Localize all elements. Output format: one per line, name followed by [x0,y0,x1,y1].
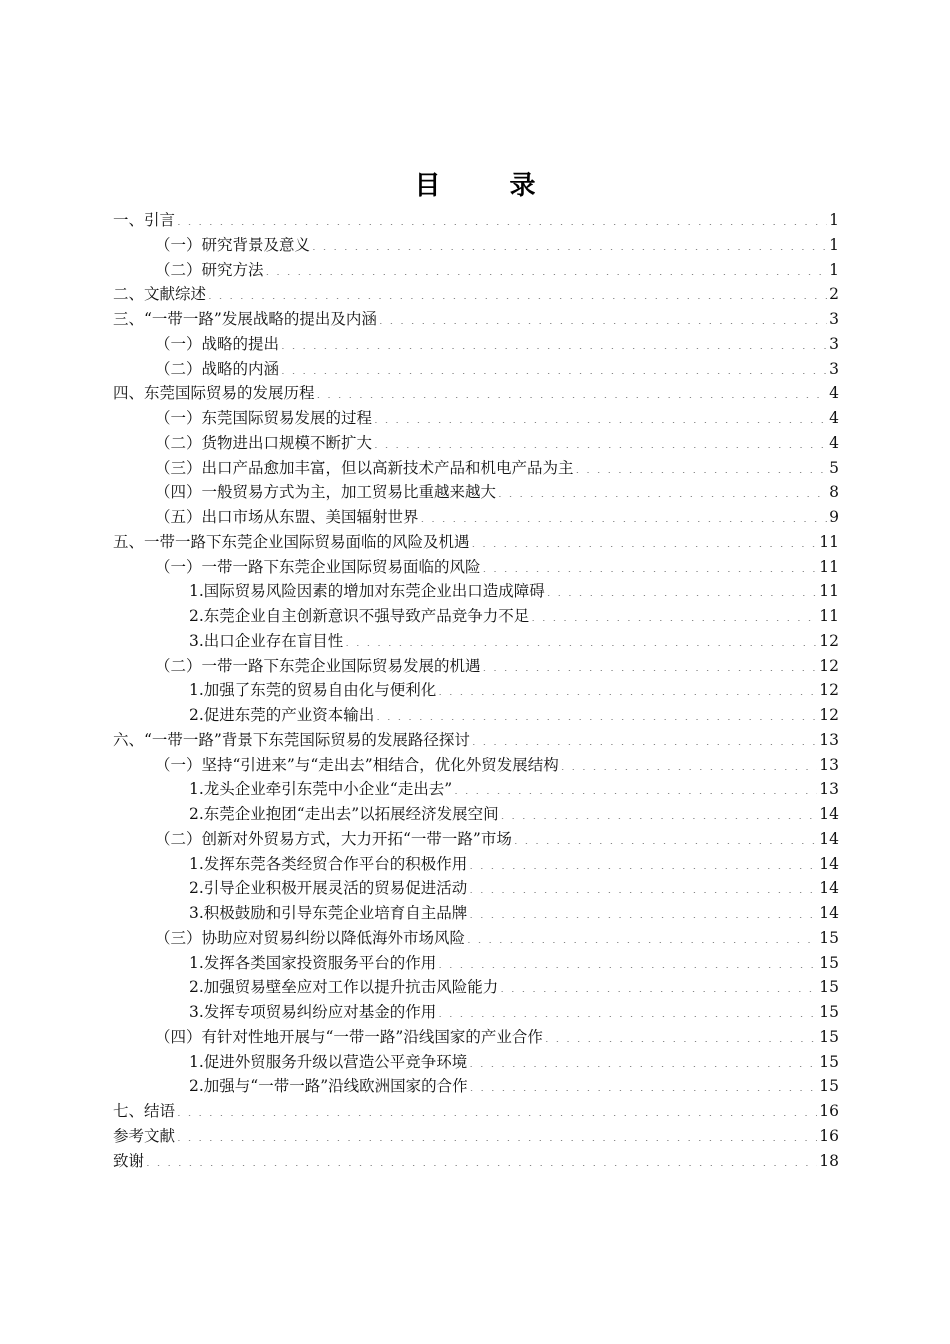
toc-entry-page-number: 16 [819,1126,839,1145]
toc-entry-title: 二、文献综述 [113,285,207,304]
toc-leader-dots [312,238,827,250]
toc-entry[interactable] [113,827,839,852]
toc-entry-title: 1.促进外贸服务升级以营造公平竞争环境 [189,1052,468,1071]
toc-leader-dots [266,263,828,275]
toc-leader-dots [317,386,828,398]
toc-entry-page-number: 13 [819,730,839,749]
toc-entry-page-number: 16 [819,1102,839,1120]
toc-leader-dots [421,510,828,522]
toc-entry[interactable] [113,1074,839,1099]
toc-entry-title: （一）一带一路下东莞企业国际贸易面临的风险 [155,557,481,576]
toc-entry-title: 1.国际贸易风险因素的增加对东莞企业出口造成障碍 [189,582,545,601]
toc-leader-dots [469,881,817,893]
toc-entry-page-number: 4 [829,433,839,452]
toc-entry[interactable] [113,431,839,456]
toc-leader-dots [576,461,828,473]
toc-entry[interactable] [113,1000,839,1025]
toc-entry-title: 一、引言 [113,211,176,229]
toc-entry[interactable] [113,753,839,778]
toc-entry-title: 七、结语 [113,1102,176,1120]
toc-entry[interactable] [113,802,839,827]
toc-leader-dots [472,733,817,745]
toc-entry-page-number: 15 [819,953,839,972]
toc-entry-page-number: 1 [829,211,839,229]
toc-entry[interactable] [113,975,839,1000]
toc-entry[interactable] [113,1050,839,1075]
toc-entry-title: 2.东莞企业自主创新意识不强导致产品竞争力不足 [189,607,530,625]
toc-entry-page-number: 18 [819,1151,839,1170]
toc-entry-title: 致谢 [113,1151,145,1170]
toc-leader-dots [469,857,817,869]
toc-leader-dots [177,1104,817,1116]
toc-entry-page-number: 12 [819,656,839,675]
toc-entry[interactable] [113,357,839,382]
toc-leader-dots [376,708,817,720]
toc-entry-title: 2.加强贸易壁垒应对工作以提升抗击风险能力 [189,978,499,997]
toc-entry-page-number: 14 [819,829,839,848]
toc-leader-dots [438,1005,817,1017]
toc-entry-title: （一）研究背景及意义 [155,235,311,254]
toc-entry[interactable] [113,307,839,332]
toc-leader-dots [547,584,817,596]
toc-entry-title: 2.加强与“一带一路”沿线欧洲国家的合作 [189,1077,468,1096]
toc-entry-title: 四、东莞国际贸易的发展历程 [113,384,315,403]
toc-entry-title: 五、一带一路下东莞企业国际贸易面临的风险及机遇 [113,532,470,551]
toc-leader-dots [374,436,827,448]
toc-entry-title: 2.引导企业积极开展灵活的贸易促进活动 [189,879,468,898]
toc-entry-page-number: 14 [819,854,839,873]
toc-entry-title: （四）一般贸易方式为主，加工贸易比重越来越大 [155,483,497,502]
toc-leader-dots [454,782,817,794]
toc-entry[interactable] [113,282,839,307]
toc-entry[interactable] [113,1099,839,1124]
toc-leader-dots [146,1154,817,1166]
toc-entry-title: （二）战略的内涵 [155,359,280,378]
toc-leader-dots [379,312,827,324]
toc-leader-dots [467,931,817,943]
toc-leader-dots [561,758,818,770]
toc-entry-title: 2.东莞企业抱团“走出去”以拓展经济发展空间 [189,805,499,823]
toc-entry[interactable] [113,678,839,703]
toc-entry[interactable] [113,480,839,505]
toc-entry[interactable] [113,728,839,753]
toc-entry-page-number: 9 [829,508,839,526]
toc-entry-title: （五）出口市场从东盟、美国辐射世界 [155,508,419,526]
toc-leader-dots [374,411,827,423]
toc-entry[interactable] [113,530,839,555]
toc-entry-page-number: 1 [829,260,839,279]
toc-leader-dots [483,659,818,671]
toc-entry-page-number: 15 [819,978,839,997]
toc-entry[interactable] [113,852,839,877]
toc-leader-dots [501,807,818,819]
toc-entry-page-number: 11 [819,582,839,601]
toc-entry-title: （二）研究方法 [155,260,264,279]
toc-entry[interactable] [113,703,839,728]
toc-entry-page-number: 12 [819,706,839,724]
toc-entry-title: （二）一带一路下东莞企业国际贸易发展的机遇 [155,656,481,675]
toc-entry-page-number: 15 [819,1052,839,1071]
toc-entry-page-number: 2 [829,285,839,304]
toc-entry[interactable] [113,332,839,357]
toc-entry-title: （一）东莞国际贸易发展的过程 [155,409,373,427]
toc-entry-title: （三）出口产品愈加丰富，但以高新技术产品和机电产品为主 [155,458,574,477]
toc-entry-title: （二）货物进出口规模不断扩大 [155,433,373,452]
toc-entry-page-number: 13 [819,755,839,774]
toc-entry-page-number: 3 [829,334,839,353]
toc-entry-page-number: 3 [829,359,839,378]
toc-entry-page-number: 14 [819,805,839,823]
toc-title: 目 录 [414,171,566,201]
toc-entry[interactable] [113,876,839,901]
toc-entry[interactable] [113,406,839,431]
toc-leader-dots [469,1055,817,1067]
toc-leader-dots [531,609,817,621]
toc-entry-page-number: 11 [819,607,839,625]
toc-entry-title: （四）有针对性地开展与“一带一路”沿线国家的产业合作 [155,1027,543,1046]
toc-leader-dots [208,287,827,299]
toc-leader-dots [281,337,827,349]
toc-entry-page-number: 15 [819,928,839,947]
toc-leader-dots [483,560,818,572]
toc-entry[interactable] [113,555,839,580]
toc-entry[interactable] [113,381,839,406]
toc-entry-title: 3.出口企业存在盲目性 [189,631,344,650]
toc-entry-page-number: 8 [829,483,839,502]
toc-entry-page-number: 12 [819,681,839,700]
toc-entry-page-number: 15 [819,1077,839,1096]
toc-leader-dots [469,906,817,918]
toc-entry-page-number: 4 [829,384,839,403]
toc-leader-dots [345,634,817,646]
toc-entry-title: 2.促进东莞的产业资本输出 [189,706,375,724]
toc-leader-dots [498,485,827,497]
toc-entry-title: 1.加强了东莞的贸易自由化与便利化 [189,681,437,700]
toc-entry[interactable] [113,579,839,604]
toc-entry-page-number: 11 [819,532,839,551]
toc-entry[interactable] [113,233,839,258]
toc-entry[interactable] [113,505,839,530]
toc-entry-title: 三、“一带一路”发展战略的提出及内涵 [113,310,377,328]
toc-entry-title: （二）创新对外贸易方式，大力开拓“一带一路”市场 [155,829,512,848]
toc-entry[interactable] [113,901,839,926]
toc-entry-page-number: 12 [819,631,839,650]
toc-entry[interactable] [113,951,839,976]
toc-entry-title: （一）坚持“引进来”与“走出去”相结合，优化外贸发展结构 [155,755,559,774]
toc-leader-dots [470,1079,818,1091]
toc-entry[interactable] [113,208,839,233]
toc-entry-page-number: 15 [819,1003,839,1021]
toc-entry-page-number: 15 [819,1027,839,1046]
toc-entry-title: 1.龙头企业牵引东莞中小企业“走出去” [189,780,453,799]
toc-entry[interactable] [113,926,839,951]
toc-entry-page-number: 13 [819,780,839,799]
toc-entry-title: （三）协助应对贸易纠纷以降低海外市场风险 [155,928,466,947]
toc-leader-dots [438,683,817,695]
toc-leader-dots [281,362,827,374]
toc-leader-dots [472,535,818,547]
toc-entry-title: 1.发挥各类国家投资服务平台的作用 [189,953,437,972]
toc-entry[interactable] [113,456,839,481]
toc-entry-title: 参考文献 [113,1126,176,1145]
toc-entry-title: 1.发挥东莞各类经贸合作平台的积极作用 [189,854,468,873]
toc-entry-title: 六、“一带一路”背景下东莞国际贸易的发展路径探讨 [113,730,470,749]
toc-entry-page-number: 14 [819,879,839,898]
toc-list [113,208,839,1173]
toc-entry-page-number: 4 [829,409,839,427]
toc-leader-dots [514,832,817,844]
toc-entry-page-number: 5 [829,458,839,477]
toc-entry[interactable] [113,654,839,679]
toc-leader-dots [177,213,827,225]
toc-entry-page-number: 11 [819,557,839,576]
toc-entry-title: 3.发挥专项贸易纠纷应对基金的作用 [189,1003,437,1021]
toc-entry[interactable] [113,258,839,283]
toc-entry[interactable] [113,777,839,802]
toc-entry-page-number: 14 [819,904,839,922]
toc-entry-page-number: 3 [829,310,839,328]
toc-entry[interactable] [113,629,839,654]
toc-entry[interactable] [113,1149,839,1174]
toc-leader-dots [438,956,817,968]
toc-entry[interactable] [113,1025,839,1050]
toc-leader-dots [545,1030,817,1042]
toc-entry[interactable] [113,1124,839,1149]
toc-leader-dots [500,980,817,992]
toc-entry-page-number: 1 [829,235,839,254]
toc-leader-dots [177,1129,817,1141]
toc-entry-title: （一）战略的提出 [155,334,280,353]
toc-entry-title: 3.积极鼓励和引导东莞企业培育自主品牌 [189,904,468,922]
toc-entry[interactable] [113,604,839,629]
